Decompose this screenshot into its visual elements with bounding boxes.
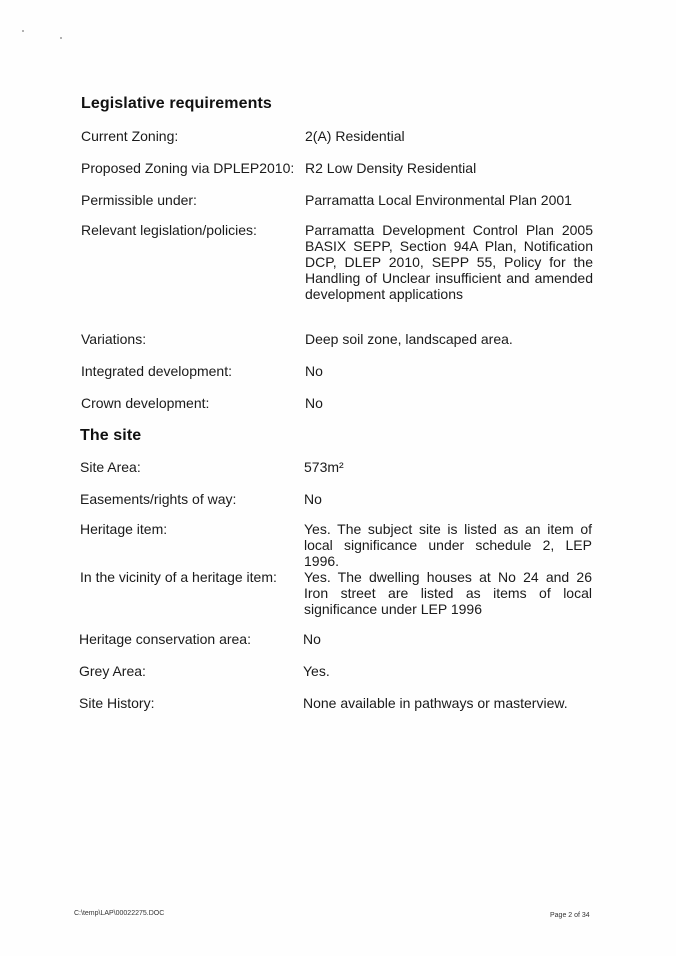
- heritage-item-value: Yes. The subject site is listed as an item of local significance under schedule 2, LEP 1996.: [304, 521, 592, 569]
- scan-speck: [22, 30, 24, 32]
- heritage-item-label: Heritage item:: [80, 521, 168, 537]
- vicinity-heritage-label: In the vicinity of a heritage item:: [80, 569, 277, 585]
- heritage-conservation-value: No: [303, 631, 321, 647]
- crown-development-value: No: [305, 395, 323, 411]
- site-history-value: None available in pathways or masterview.: [303, 695, 568, 711]
- legislative-requirements-heading: Legislative requirements: [81, 95, 272, 112]
- footer-page-number: Page 2 of 34: [550, 912, 590, 919]
- proposed-zoning-value: R2 Low Density Residential: [305, 160, 477, 176]
- easements-label: Easements/rights of way:: [80, 491, 237, 507]
- grey-area-value: Yes.: [303, 663, 330, 679]
- integrated-development-value: No: [305, 363, 323, 379]
- current-zoning-value: 2(A) Residential: [305, 128, 405, 144]
- grey-area-label: Grey Area:: [79, 663, 146, 679]
- relevant-legislation-value: Parramatta Development Control Plan 2005 BASIX SEPP, Section 94A Plan, Notification DCP, DLEP 2010, SEPP 55, Policy for the Handling of Unclear insufficient and amended development applications: [305, 222, 593, 302]
- variations-label: Variations:: [81, 331, 147, 347]
- vicinity-heritage-value: Yes. The dwelling houses at No 24 and 26 Iron street are listed as items of local significance under LEP 1996: [304, 569, 592, 617]
- permissible-under-label: Permissible under:: [81, 192, 197, 208]
- proposed-zoning-label: Proposed Zoning via DPLEP2010:: [81, 160, 295, 176]
- current-zoning-label: Current Zoning:: [81, 128, 179, 144]
- crown-development-label: Crown development:: [81, 395, 210, 411]
- site-area-value: 573m²: [304, 459, 344, 475]
- relevant-legislation-label: Relevant legislation/policies:: [81, 222, 257, 238]
- permissible-under-value: Parramatta Local Environmental Plan 2001: [305, 192, 572, 208]
- the-site-heading: The site: [80, 427, 142, 444]
- easements-value: No: [304, 491, 322, 507]
- site-history-label: Site History:: [79, 695, 155, 711]
- site-area-label: Site Area:: [80, 459, 141, 475]
- footer-file-path: C:\temp\LAP\00022275.DOC: [74, 910, 165, 917]
- heritage-conservation-label: Heritage conservation area:: [79, 631, 251, 647]
- integrated-development-label: Integrated development:: [81, 363, 232, 379]
- scan-speck: [60, 37, 62, 39]
- variations-value: Deep soil zone, landscaped area.: [305, 331, 513, 347]
